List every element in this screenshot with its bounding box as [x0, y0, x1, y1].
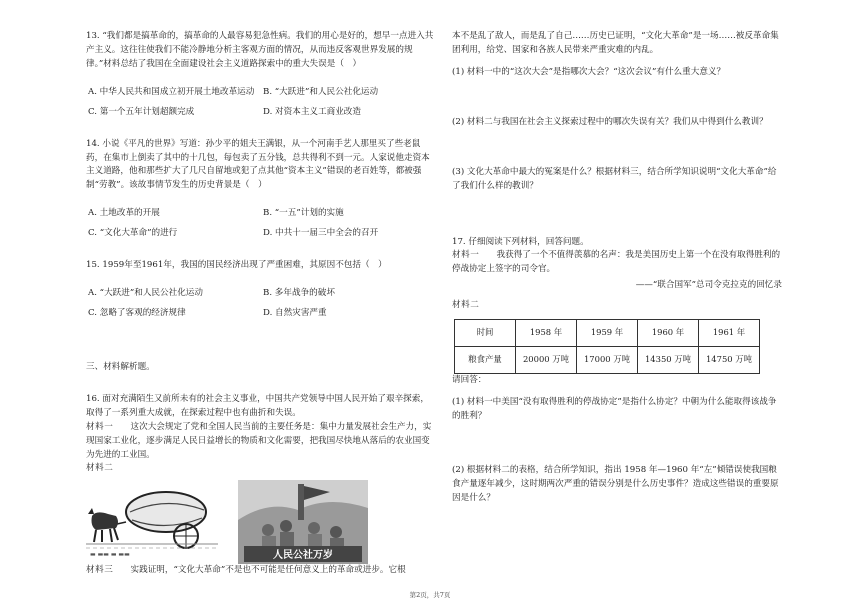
q16-m2-label: 材料二: [86, 463, 114, 474]
q17-m1-label: 材料一: [452, 250, 480, 261]
section-heading: 三、材料解析题。: [86, 361, 155, 372]
q14-stem: 14. 小说《平凡的世界》写道：孙少平的姐夫王满银，从一个河南手艺人那里买了些老鼠药，在集市上倒卖了其中的十几包，每包卖了五分钱，总共得利不到一元。人家说他走资本主义道路，他和那些扩大了几尺自留地或犯了点其他“资本主义”错误的老百姓等，都被强制“劳教”。该故事情节发生的历史背景是（ ）: [86, 138, 430, 191]
q14-option-c: C. “文化大革命”的进行: [88, 228, 178, 239]
table-header-cell: 1959 年: [577, 320, 638, 347]
page-footer: 第2页，共7页: [409, 591, 451, 599]
q17-sub1: (1) 材料一中美国“没有取得胜利的停战协定”是指什么协定？中朝为什么能取得该战争的胜利？: [452, 397, 777, 421]
grain-output-table: [454, 319, 760, 374]
ox-cart-cartoon-image: [86, 486, 218, 558]
table-header-cell: 1960 年: [638, 320, 699, 347]
table-row: [455, 347, 760, 374]
table-cell: 14750 万吨: [699, 347, 760, 374]
q14-option-d: D. 中共十一届三中全会的召开: [263, 228, 379, 239]
q16-m3-label: 材料三: [86, 565, 114, 576]
q16-m3-text-right: 本不是乱了敌人，而是乱了自己……历史已证明，“文化大革命”是一场……被反革命集团利用，给党、国家和各族人民带来严重灾难的内乱。: [452, 31, 779, 55]
q15-stem: 15. 1959年至1961年，我国的国民经济出现了严重困难，其原因不包括（ ）: [86, 260, 387, 271]
table-header-row: [455, 320, 760, 347]
q16-sub2: (2) 材料二与我国在社会主义探索过程中的哪次失误有关？我们从中得到什么教训？: [452, 116, 768, 127]
q13-option-c: C. 第一个五年计划超额完成: [88, 106, 195, 117]
q15-option-b: B. 多年战争的破坏: [263, 288, 335, 299]
q14-option-b: B. “一五”计划的实施: [263, 208, 344, 219]
left-column: [86, 30, 436, 578]
poster-caption: 人民公社万岁: [273, 550, 333, 562]
q13-options: [86, 86, 436, 120]
q16-material-2-images: [86, 480, 436, 564]
q17-stem: 17. 仔细阅读下列材料，回答问题。: [452, 236, 589, 247]
q16-sub3: (3) 文化大革命中最大的冤案是什么？根据材料三，结合所学知识说明“文化大革命”给了我们什么样的教训？: [452, 166, 777, 191]
q16-m1-label: 材料一: [86, 421, 114, 432]
right-column: [452, 30, 782, 506]
table-cell: 20000 万吨: [516, 347, 577, 374]
table-cell: 粮食产量: [455, 347, 516, 374]
q13-option-d: D. 对资本主义工商业改造: [263, 106, 361, 117]
table-cell: 14350 万吨: [638, 347, 699, 374]
q17-ask: 请回答：: [452, 375, 487, 386]
q15-option-c: C. 忽略了客观的经济规律: [88, 307, 186, 318]
q17-m1-source: ——“联合国军”总司令克拉克的回忆录: [635, 280, 782, 291]
table-header-cell: 时间: [455, 320, 516, 347]
q16-material-1: [86, 421, 436, 463]
q16-sub1: (1) 材料一中的“这次大会”是指哪次大会？“这次会议”有什么重大意义？: [452, 66, 726, 77]
q16-material-3: [86, 564, 436, 578]
q17-sub2: (2) 根据材料二的表格，结合所学知识，指出 1958 年—1960 年“左”倾错误使我国粮食产量逐年减少，这时期两次严重的错误分别是什么历史事件？造成这些错误的重要原因是什么？: [452, 464, 779, 503]
q13-stem: 13. “我们都是搞革命的，搞革命的人最容易犯急性病。我们的用心是好的，想早一点进入共产主义。这往往使我们不能冷静地分析主客观方面的情况，从而违反客观世界发展的规律。”材料总结了我国在全面建设社会主义道路探索中的重大失误是（ ）: [86, 31, 434, 69]
q16-stem: 16. 面对充满陌生又前所未有的社会主义事业，中国共产党领导中国人民开始了艰辛探索，取得了一系列重大成就，在探索过程中也有曲折和失误。: [86, 393, 429, 418]
q15-option-a: A. “大跃进”和人民公社化运动: [88, 288, 203, 299]
q14-options: [86, 207, 436, 241]
q16-m3-text-left: 实践证明，“文化大革命”不是也不可能是任何意义上的革命或进步。它根: [130, 565, 406, 576]
q15-option-d: D. 自然灾害严重: [263, 307, 327, 318]
people-commune-poster-image: [238, 480, 368, 564]
q17-m1-text: 我获得了一个不值得羡慕的名声：我是美国历史上第一个在没有取得胜利的停战协定上签字的司令官。: [452, 250, 781, 275]
q13-option-a: A. 中华人民共和国成立初开展土地改革运动: [88, 86, 255, 97]
q13-option-b: B. “大跃进”和人民公社化运动: [263, 86, 379, 97]
q16-m1-text: 这次大会规定了党和全国人民当前的主要任务是：集中力量发展社会生产力，实现国家工业化，逐步满足人民日益增长的物质和文化需要，把我国尽快地从落后的农业国变为先进的工业国。: [86, 421, 432, 460]
q17-material-1: [452, 249, 782, 277]
q14-option-a: A. 土地改革的开展: [88, 208, 160, 219]
table-header-cell: 1961 年: [699, 320, 760, 347]
svg-text:▬ ▬▬ ▬ ▬▬: ▬ ▬▬ ▬ ▬▬: [90, 551, 130, 559]
table-cell: 17000 万吨: [577, 347, 638, 374]
q15-options: [86, 287, 436, 321]
q17-m2-label: 材料二: [452, 300, 480, 311]
table-header-cell: 1958 年: [516, 320, 577, 347]
